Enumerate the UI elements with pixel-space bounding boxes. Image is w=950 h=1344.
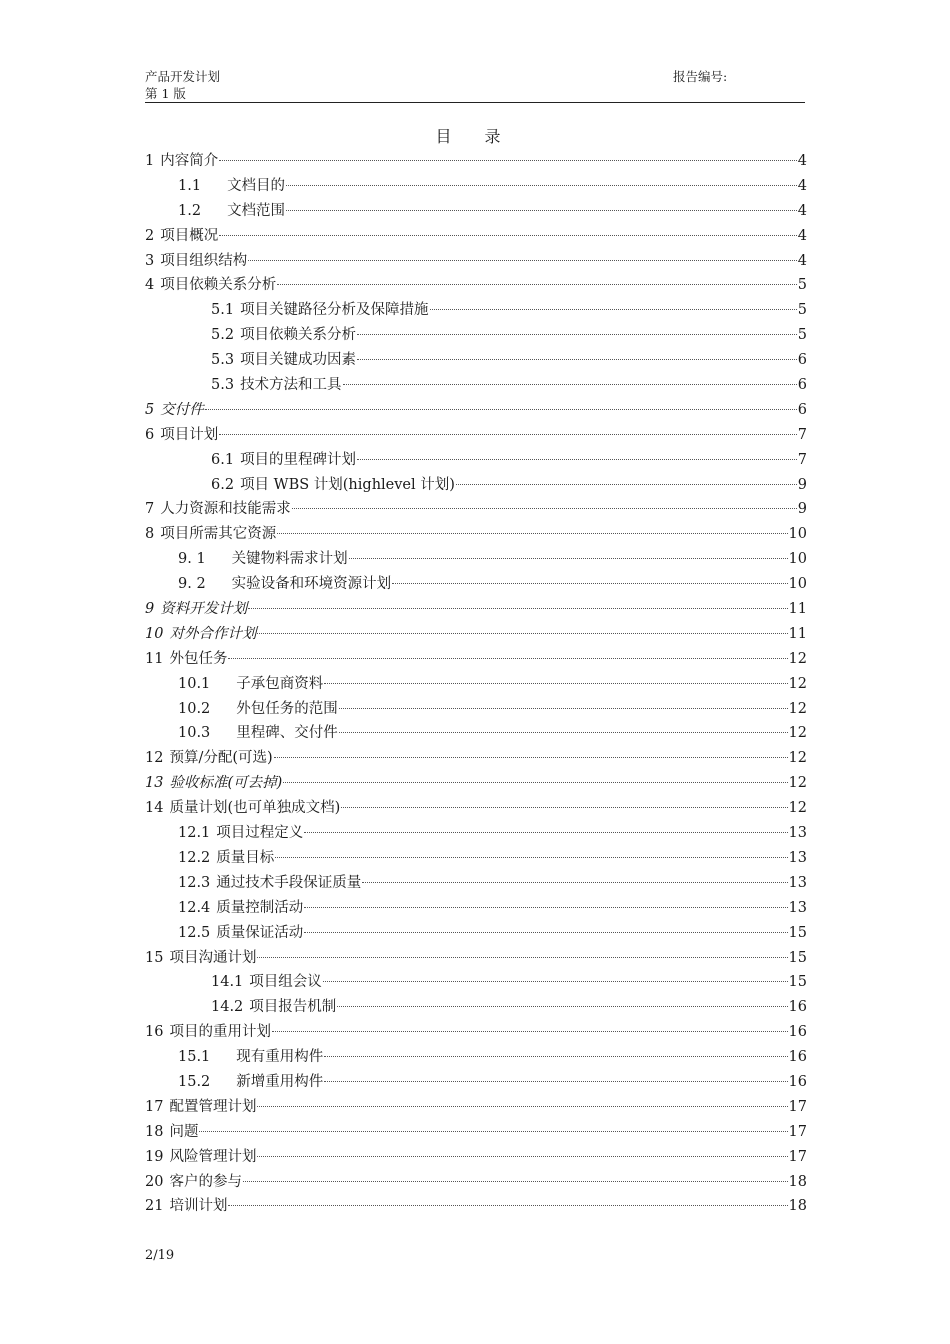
toc-entry-page: 7 xyxy=(797,451,807,468)
toc-dot-leader xyxy=(362,882,787,883)
toc-entry[interactable] xyxy=(145,721,807,746)
toc-dot-leader xyxy=(286,185,797,186)
toc-entry-label: 验收标准(可去掉) xyxy=(169,775,283,792)
toc-dot-leader xyxy=(199,1131,787,1132)
toc-entry-page: 4 xyxy=(797,177,807,194)
toc-entry[interactable] xyxy=(145,323,807,348)
toc-entry[interactable] xyxy=(145,1070,807,1095)
toc-entry-page: 4 xyxy=(797,153,807,169)
toc-entry-page: 10 xyxy=(788,576,807,593)
doc-title: 产品开发计划 xyxy=(145,69,221,84)
toc-entry[interactable] xyxy=(145,398,807,423)
toc-entry-number: 12.4 xyxy=(178,899,211,916)
toc-dot-leader xyxy=(324,1081,787,1082)
toc-dot-leader xyxy=(219,235,797,236)
toc-entry[interactable] xyxy=(145,1170,807,1195)
toc-entry-number: 17 xyxy=(145,1098,164,1115)
toc-entry-page: 11 xyxy=(788,601,807,618)
toc-entry-number: 14 xyxy=(145,800,164,817)
toc-entry-label: 里程碑、交付件 xyxy=(236,725,338,742)
toc-entry-label: 实验设备和环境资源计划 xyxy=(231,576,392,593)
toc-dot-leader xyxy=(357,359,797,360)
toc-entry-number: 9 xyxy=(145,601,155,618)
toc-entry-number: 21 xyxy=(145,1198,164,1215)
toc-dot-leader xyxy=(219,434,797,435)
toc-entry-label: 现有重用构件 xyxy=(236,1049,324,1066)
toc-entry-label: 项目计划 xyxy=(160,426,219,443)
toc-dot-leader xyxy=(219,160,797,161)
toc-entry-page: 12 xyxy=(788,700,807,717)
toc-entry[interactable] xyxy=(145,497,807,522)
toc-entry-number: 10.3 xyxy=(178,725,211,742)
toc-entry-label: 交付件 xyxy=(160,401,204,418)
toc-entry-page: 7 xyxy=(797,426,807,443)
toc-entry-label: 质量保证活动 xyxy=(216,924,304,941)
toc-entry-number: 7 xyxy=(145,501,155,518)
page-number: 2/19 xyxy=(145,1248,175,1263)
toc-dot-leader xyxy=(286,210,797,211)
toc-entry-number: 16 xyxy=(145,1024,164,1041)
toc-entry-number: 12.1 xyxy=(178,825,211,842)
toc-entry-number: 9. 1 xyxy=(178,551,206,568)
toc-entry-page: 12 xyxy=(788,800,807,817)
toc-entry-number: 6 xyxy=(145,426,155,443)
toc-dot-leader xyxy=(272,1031,788,1032)
toc-entry-label: 项目沟通计划 xyxy=(169,949,257,966)
toc-entry[interactable] xyxy=(145,970,807,995)
toc-entry-page: 6 xyxy=(797,401,807,418)
toc-entry-label: 质量目标 xyxy=(216,849,275,866)
toc-entry-number: 9. 2 xyxy=(178,576,206,593)
toc-dot-leader xyxy=(357,459,797,460)
toc-entry-number: 12 xyxy=(145,750,164,767)
toc-entry-number: 10 xyxy=(145,625,164,642)
toc-entry[interactable] xyxy=(145,249,807,274)
toc-entry[interactable] xyxy=(145,149,807,174)
toc-entry[interactable] xyxy=(145,373,807,398)
toc-entry[interactable] xyxy=(145,771,807,796)
toc-entry-label: 项目关键成功因素 xyxy=(240,352,357,369)
header-left xyxy=(145,68,220,102)
toc-dot-leader xyxy=(257,1156,787,1157)
toc-entry-page: 16 xyxy=(788,1024,807,1041)
toc-entry[interactable] xyxy=(145,946,807,971)
toc-entry-label: 项目的重用计划 xyxy=(169,1024,271,1041)
toc-dot-leader xyxy=(324,683,787,684)
toc-entry-label: 外包任务的范围 xyxy=(236,700,338,717)
toc-dot-leader xyxy=(205,409,797,410)
toc-dot-leader xyxy=(275,857,787,858)
toc-entry[interactable] xyxy=(145,995,807,1020)
toc-entry-number: 15.2 xyxy=(178,1073,211,1090)
page-header xyxy=(145,68,805,103)
toc-entry-label: 内容简介 xyxy=(160,153,219,169)
toc-entry[interactable] xyxy=(145,821,807,846)
toc-entry-page: 17 xyxy=(788,1098,807,1115)
toc-entry[interactable] xyxy=(145,896,807,921)
table-of-contents xyxy=(145,149,807,1219)
toc-entry-number: 4 xyxy=(145,277,155,294)
toc-entry-page: 12 xyxy=(788,650,807,667)
toc-entry-number: 14.2 xyxy=(211,999,244,1016)
toc-dot-leader xyxy=(304,907,787,908)
toc-entry-page: 17 xyxy=(788,1123,807,1140)
toc-entry-number: 20 xyxy=(145,1173,164,1190)
toc-entry-page: 4 xyxy=(797,227,807,244)
toc-entry[interactable] xyxy=(145,1194,807,1219)
toc-entry-label: 项目报告机制 xyxy=(249,999,337,1016)
toc-entry-label: 培训计划 xyxy=(169,1198,228,1215)
toc-entry-number: 14.1 xyxy=(211,974,244,991)
toc-entry-label: 文档范围 xyxy=(227,202,286,219)
toc-entry[interactable] xyxy=(145,921,807,946)
toc-entry-number: 15.1 xyxy=(178,1049,211,1066)
toc-dot-leader xyxy=(324,1056,787,1057)
toc-entry-number: 13 xyxy=(145,775,164,792)
toc-entry[interactable] xyxy=(145,273,807,298)
toc-entry-page: 15 xyxy=(788,974,807,991)
toc-dot-leader xyxy=(456,484,797,485)
toc-dot-leader xyxy=(430,309,797,310)
toc-entry-label: 质量控制活动 xyxy=(216,899,304,916)
toc-entry-number: 11 xyxy=(145,650,164,667)
toc-entry-number: 6.1 xyxy=(211,451,235,468)
toc-entry-page: 12 xyxy=(788,725,807,742)
toc-entry-number: 1 xyxy=(145,153,155,169)
toc-entry-page: 18 xyxy=(788,1173,807,1190)
toc-entry-number: 1.2 xyxy=(178,202,202,219)
toc-entry[interactable] xyxy=(145,448,807,473)
toc-entry-number: 12.2 xyxy=(178,849,211,866)
toc-entry-label: 关键物料需求计划 xyxy=(231,551,348,568)
toc-dot-leader xyxy=(248,608,787,609)
toc-entry-page: 4 xyxy=(797,252,807,269)
toc-entry-number: 19 xyxy=(145,1148,164,1165)
toc-dot-leader xyxy=(337,1006,787,1007)
toc-entry-page: 13 xyxy=(788,849,807,866)
toc-entry[interactable] xyxy=(145,1145,807,1170)
toc-entry-number: 10.1 xyxy=(178,675,211,692)
toc-entry[interactable] xyxy=(145,871,807,896)
toc-entry-label: 新增重用构件 xyxy=(236,1073,324,1090)
toc-entry-page: 15 xyxy=(788,949,807,966)
toc-entry[interactable] xyxy=(145,746,807,771)
toc-dot-leader xyxy=(339,708,788,709)
toc-dot-leader xyxy=(243,1181,788,1182)
toc-entry-page: 15 xyxy=(788,924,807,941)
toc-entry[interactable] xyxy=(145,1045,807,1070)
toc-entry-label: 客户的参与 xyxy=(169,1173,242,1190)
toc-entry[interactable] xyxy=(145,572,807,597)
toc-entry-label: 项目组织结构 xyxy=(160,252,248,269)
toc-entry[interactable] xyxy=(145,224,807,249)
toc-entry-number: 5.3 xyxy=(211,352,235,369)
toc-entry-page: 16 xyxy=(788,999,807,1016)
toc-title: 目 录 xyxy=(435,127,515,146)
toc-dot-leader xyxy=(343,384,797,385)
toc-entry[interactable] xyxy=(145,846,807,871)
toc-entry-number: 5 xyxy=(145,401,155,418)
toc-entry-label: 项目关键路径分析及保障措施 xyxy=(240,302,429,319)
toc-entry-page: 13 xyxy=(788,825,807,842)
toc-entry-label: 项目概况 xyxy=(160,227,219,244)
toc-entry-number: 18 xyxy=(145,1123,164,1140)
toc-entry-label: 项目所需其它资源 xyxy=(160,526,277,543)
toc-entry[interactable] xyxy=(145,199,807,224)
toc-entry-label: 外包任务 xyxy=(169,650,228,667)
toc-entry[interactable] xyxy=(145,522,807,547)
doc-version: 第 1 版 xyxy=(145,86,186,101)
toc-entry-number: 8 xyxy=(145,526,155,543)
toc-entry-page: 6 xyxy=(797,352,807,369)
toc-dot-leader xyxy=(392,583,787,584)
toc-entry-number: 10.2 xyxy=(178,700,211,717)
toc-entry[interactable] xyxy=(145,473,807,498)
toc-entry-number: 5.3 xyxy=(211,377,235,394)
toc-dot-leader xyxy=(339,732,788,733)
toc-entry[interactable] xyxy=(145,547,807,572)
toc-dot-leader xyxy=(304,932,787,933)
toc-entry-number: 5.2 xyxy=(211,327,235,344)
toc-dot-leader xyxy=(228,658,787,659)
toc-entry-page: 5 xyxy=(797,327,807,344)
toc-entry-page: 13 xyxy=(788,874,807,891)
toc-dot-leader xyxy=(274,757,788,758)
toc-entry-number: 6.2 xyxy=(211,476,235,493)
toc-entry-page: 9 xyxy=(797,476,807,493)
toc-entry-label: 项目过程定义 xyxy=(216,825,304,842)
toc-entry-page: 4 xyxy=(797,202,807,219)
toc-entry-label: 配置管理计划 xyxy=(169,1098,257,1115)
toc-entry-label: 技术方法和工具 xyxy=(240,377,342,394)
toc-entry[interactable] xyxy=(145,1095,807,1120)
toc-dot-leader xyxy=(349,558,788,559)
toc-entry-page: 5 xyxy=(797,277,807,294)
toc-entry-page: 16 xyxy=(788,1049,807,1066)
toc-entry-number: 1.1 xyxy=(178,177,202,194)
toc-entry[interactable] xyxy=(145,672,807,697)
toc-entry-label: 项目依赖关系分析 xyxy=(160,277,277,294)
toc-entry-number: 12.5 xyxy=(178,924,211,941)
toc-entry-page: 13 xyxy=(788,899,807,916)
toc-dot-leader xyxy=(257,633,787,634)
toc-entry-page: 10 xyxy=(788,526,807,543)
toc-entry-page: 6 xyxy=(797,377,807,394)
toc-entry[interactable] xyxy=(145,174,807,199)
toc-entry-page: 9 xyxy=(797,501,807,518)
toc-dot-leader xyxy=(277,284,797,285)
toc-entry-label: 项目 WBS 计划(highlevel 计划) xyxy=(240,476,455,493)
toc-entry-page: 18 xyxy=(788,1198,807,1215)
toc-entry-number: 2 xyxy=(145,227,155,244)
toc-entry-number: 15 xyxy=(145,949,164,966)
toc-entry[interactable] xyxy=(145,1020,807,1045)
toc-entry-page: 5 xyxy=(797,302,807,319)
toc-entry-page: 16 xyxy=(788,1073,807,1090)
toc-entry-number: 3 xyxy=(145,252,155,269)
toc-entry-label: 风险管理计划 xyxy=(169,1148,257,1165)
toc-dot-leader xyxy=(257,957,787,958)
toc-dot-leader xyxy=(323,981,788,982)
toc-dot-leader xyxy=(283,782,787,783)
toc-entry-number: 12.3 xyxy=(178,874,211,891)
toc-entry-label: 对外合作计划 xyxy=(169,625,257,642)
toc-dot-leader xyxy=(292,508,797,509)
toc-entry-number: 5.1 xyxy=(211,302,235,319)
toc-entry-label: 预算/分配(可选) xyxy=(169,750,273,767)
toc-dot-leader xyxy=(277,533,787,534)
toc-entry[interactable] xyxy=(145,423,807,448)
toc-dot-leader xyxy=(228,1205,787,1206)
report-number-label: 报告编号: xyxy=(673,69,728,84)
toc-entry-page: 17 xyxy=(788,1148,807,1165)
toc-entry-label: 文档目的 xyxy=(227,177,286,194)
toc-entry-page: 11 xyxy=(788,625,807,642)
toc-entry[interactable] xyxy=(145,348,807,373)
toc-entry-page: 12 xyxy=(788,750,807,767)
toc-entry-page: 12 xyxy=(788,775,807,792)
toc-entry-label: 通过技术手段保证质量 xyxy=(216,874,362,891)
toc-dot-leader xyxy=(248,260,797,261)
toc-entry[interactable] xyxy=(145,796,807,821)
toc-entry[interactable] xyxy=(145,1120,807,1145)
toc-entry[interactable] xyxy=(145,622,807,647)
toc-entry-label: 人力资源和技能需求 xyxy=(160,501,291,518)
toc-dot-leader xyxy=(304,832,787,833)
toc-entry-page: 10 xyxy=(788,551,807,568)
toc-entry-label: 子承包商资料 xyxy=(236,675,324,692)
toc-entry[interactable] xyxy=(145,697,807,722)
toc-entry-label: 问题 xyxy=(169,1123,199,1140)
toc-entry[interactable] xyxy=(145,298,807,323)
toc-dot-leader xyxy=(257,1106,787,1107)
toc-entry-label: 项目的里程碑计划 xyxy=(240,451,357,468)
toc-entry-page: 12 xyxy=(788,675,807,692)
toc-entry-label: 项目依赖关系分析 xyxy=(240,327,357,344)
toc-dot-leader xyxy=(341,807,787,808)
toc-entry[interactable] xyxy=(145,597,807,622)
toc-entry[interactable] xyxy=(145,647,807,672)
toc-entry-label: 项目组会议 xyxy=(249,974,322,991)
toc-entry-label: 质量计划(也可单独成文档) xyxy=(169,800,341,817)
toc-dot-leader xyxy=(357,334,797,335)
toc-entry-label: 资料开发计划 xyxy=(160,601,248,618)
